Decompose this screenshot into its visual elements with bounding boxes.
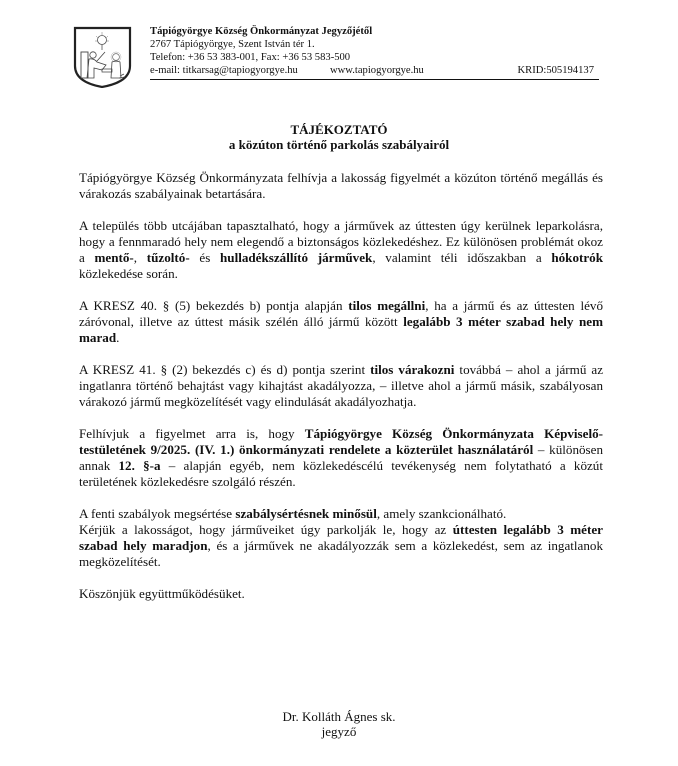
text-run: , ha a jármű és az úttesten lévő záróvonal, illetve az úttest másik szélén álló jármű között <box>79 298 603 329</box>
text-run: és <box>189 250 221 265</box>
text-run: A KRESZ 40. § (5) bekezdés b) pontja alapján <box>79 298 349 313</box>
text-run: A fenti szabályok megsértése <box>79 506 236 521</box>
emphasis-snowplows: hókotrók <box>551 250 603 265</box>
paragraph-request <box>79 522 603 570</box>
website-link[interactable]: www.tapiogyorgye.hu <box>330 65 424 76</box>
paragraph-violation <box>79 506 603 522</box>
document-subtitle: a közúton történő parkolás szabályairól <box>228 137 450 152</box>
paragraph-kresz-41 <box>79 362 603 410</box>
text-run: továbbá – ahol a jármű az ingatlanra történő behajtást vagy kihajtást akadályozza, – illetve ahol a jármű másik, szabályosan várakozó jármű megközelítését vagy elindulását akadályozhatja. <box>79 362 603 409</box>
text-run: A KRESZ 41. § (2) bekezdés c) és d) pontja szerint <box>79 362 371 377</box>
emphasis-decree-title: Tápiógyörgye Község Önkormányzata Képviselő-testületének 9/2025. (IV. 1.) önkormányzati rendelete a közterület használatáról <box>79 426 603 457</box>
address: 2767 Tápiógyörgye, Szent István tér 1. <box>150 39 315 50</box>
text-run: , valamint téli időszakban a <box>372 250 552 265</box>
document-title-block <box>0 122 678 152</box>
signatory-name: Dr. Kolláth Ágnes sk. <box>282 709 396 724</box>
paragraph-kresz-40 <box>79 298 603 346</box>
phone-fax: Telefon: +36 53 383-001, Fax: +36 53 583-500 <box>150 52 351 63</box>
email-link[interactable]: e-mail: titkarsag@tapiogyorgye.hu <box>150 65 298 76</box>
document-body <box>79 170 603 618</box>
signatory-role: jegyző <box>321 724 357 739</box>
contact-row <box>150 64 600 77</box>
paragraph-intro: Tápiógyörgye Község Önkormányzata felhívja a lakosság figyelmét a közúton történő megállás és várakozás szabályainak betartására. <box>79 170 603 201</box>
coat-of-arms-graphic <box>72 26 134 88</box>
letterhead <box>150 25 600 77</box>
text-run: – különösen annak <box>79 442 604 473</box>
text-run: közlekedése során. <box>79 266 178 281</box>
paragraph-thanks: Köszönjük együttműködésüket. <box>79 586 245 601</box>
emphasis-section-12: 12. §-a <box>118 458 161 473</box>
text-run: . <box>116 330 120 345</box>
emphasis-keep-3-meters: úttesten legalább 3 méter szabad hely maradjon <box>79 522 603 553</box>
emphasis-fire-truck: tűzoltó- <box>146 250 190 265</box>
emphasis-no-stopping: tilos megállni <box>348 298 426 313</box>
signature-block <box>0 709 678 739</box>
text-run: , <box>133 250 147 265</box>
emphasis-ambulance: mentő- <box>94 250 134 265</box>
document-title: TÁJÉKOZTATÓ <box>290 122 388 137</box>
krid-number: KRID:505194137 <box>517 65 594 76</box>
municipal-coat-of-arms-icon <box>72 26 134 88</box>
emphasis-no-waiting: tilos várakozni <box>370 362 455 377</box>
text-run: – alapján egyéb, nem közlekedéscélú tevékenység nem folytatható a közút területének közlekedésre szolgáló részén. <box>79 458 603 489</box>
emphasis-offence: szabálysértésnek minősül <box>235 506 377 521</box>
paragraph-local-decree <box>79 426 603 490</box>
emphasis-3-meter-rule: legalább 3 méter szabad hely nem marad <box>79 314 603 345</box>
organization-name: Tápiógyörgye Község Önkormányzat Jegyzőjétől <box>150 26 373 37</box>
paragraph-problem <box>79 218 603 282</box>
text-run: Felhívjuk a figyelmet arra is, hogy <box>79 426 305 441</box>
text-run: , és a járművek ne akadályozzák sem a közlekedést, sem az ingatlanok megközelítését. <box>79 538 603 569</box>
text-run: Kérjük a lakosságot, hogy járműveiket úgy parkolják le, hogy az <box>79 522 453 537</box>
text-run: A település több utcájában tapasztalható, hogy a járművek az úttesten úgy kerülnek leparkolásra, hogy a fennmaradó hely nem elegendő a biztonságos közlekedéshez. Ez különösen problémát okoz a <box>79 218 603 265</box>
letterhead-divider <box>150 79 599 80</box>
emphasis-waste-vehicles: hulladékszállító járművek <box>220 250 373 265</box>
text-run: , amely szankcionálható. <box>376 506 507 521</box>
